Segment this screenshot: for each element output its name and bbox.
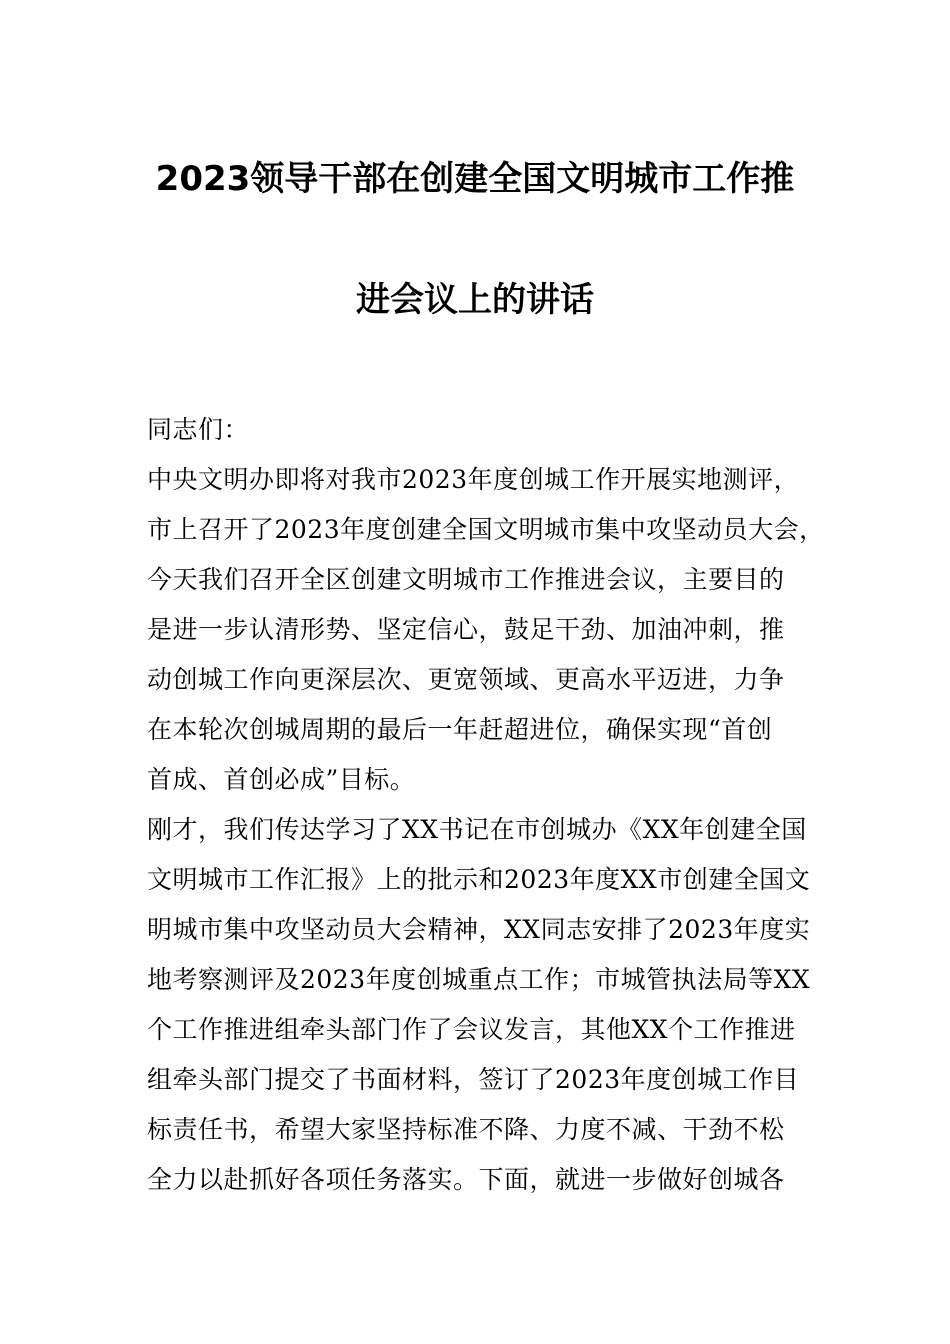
body-line: 是进一步认清形势、坚定信心，鼓足干劲、加油冲刺，推: [147, 615, 785, 644]
body-line: 市上召开了2023年度创建全国文明城市集中攻坚动员大会，: [147, 515, 825, 544]
body-line: 地考察测评及2023年度创城重点工作；市城管执法局等XX: [147, 965, 811, 994]
document-title-line-1: 2023领导干部在创建全国文明城市工作推: [155, 159, 795, 199]
body-line: 刚才，我们传达学习了XX书记在市创城办《XX年创建全国: [147, 815, 807, 844]
body-line: 文明城市工作汇报》上的批示和2023年度XX市创建全国文: [147, 865, 811, 894]
document-title-line-2: 进会议上的讲话: [356, 280, 594, 320]
body-line: 在本轮次创城周期的最后一年赶超进位，确保实现“首创: [147, 715, 773, 744]
body-line: 全力以赴抓好各项任务落实。下面，就进一步做好创城各: [147, 1165, 785, 1194]
body-line: 明城市集中攻坚动员大会精神，XX同志安排了2023年度实: [147, 915, 811, 944]
body-line: 动创城工作向更深层次、更宽领域、更高水平迈进，力争: [147, 665, 785, 694]
body-line: 组牵头部门提交了书面材料，签订了2023年度创城工作目: [147, 1065, 800, 1094]
body-line: 今天我们召开全区创建文明城市工作推进会议，主要目的: [147, 565, 785, 594]
body-line: 标责任书，希望大家坚持标准不降、力度不减、干劲不松: [147, 1115, 785, 1144]
body-line: 首成、首创必成”目标。: [147, 765, 416, 794]
body-line: 个工作推进组牵头部门作了会议发言，其他XX个工作推进: [147, 1015, 796, 1044]
body-line: 中央文明办即将对我市2023年度创城工作开展实地测评，: [147, 465, 800, 494]
salutation: 同志们：: [147, 415, 250, 444]
